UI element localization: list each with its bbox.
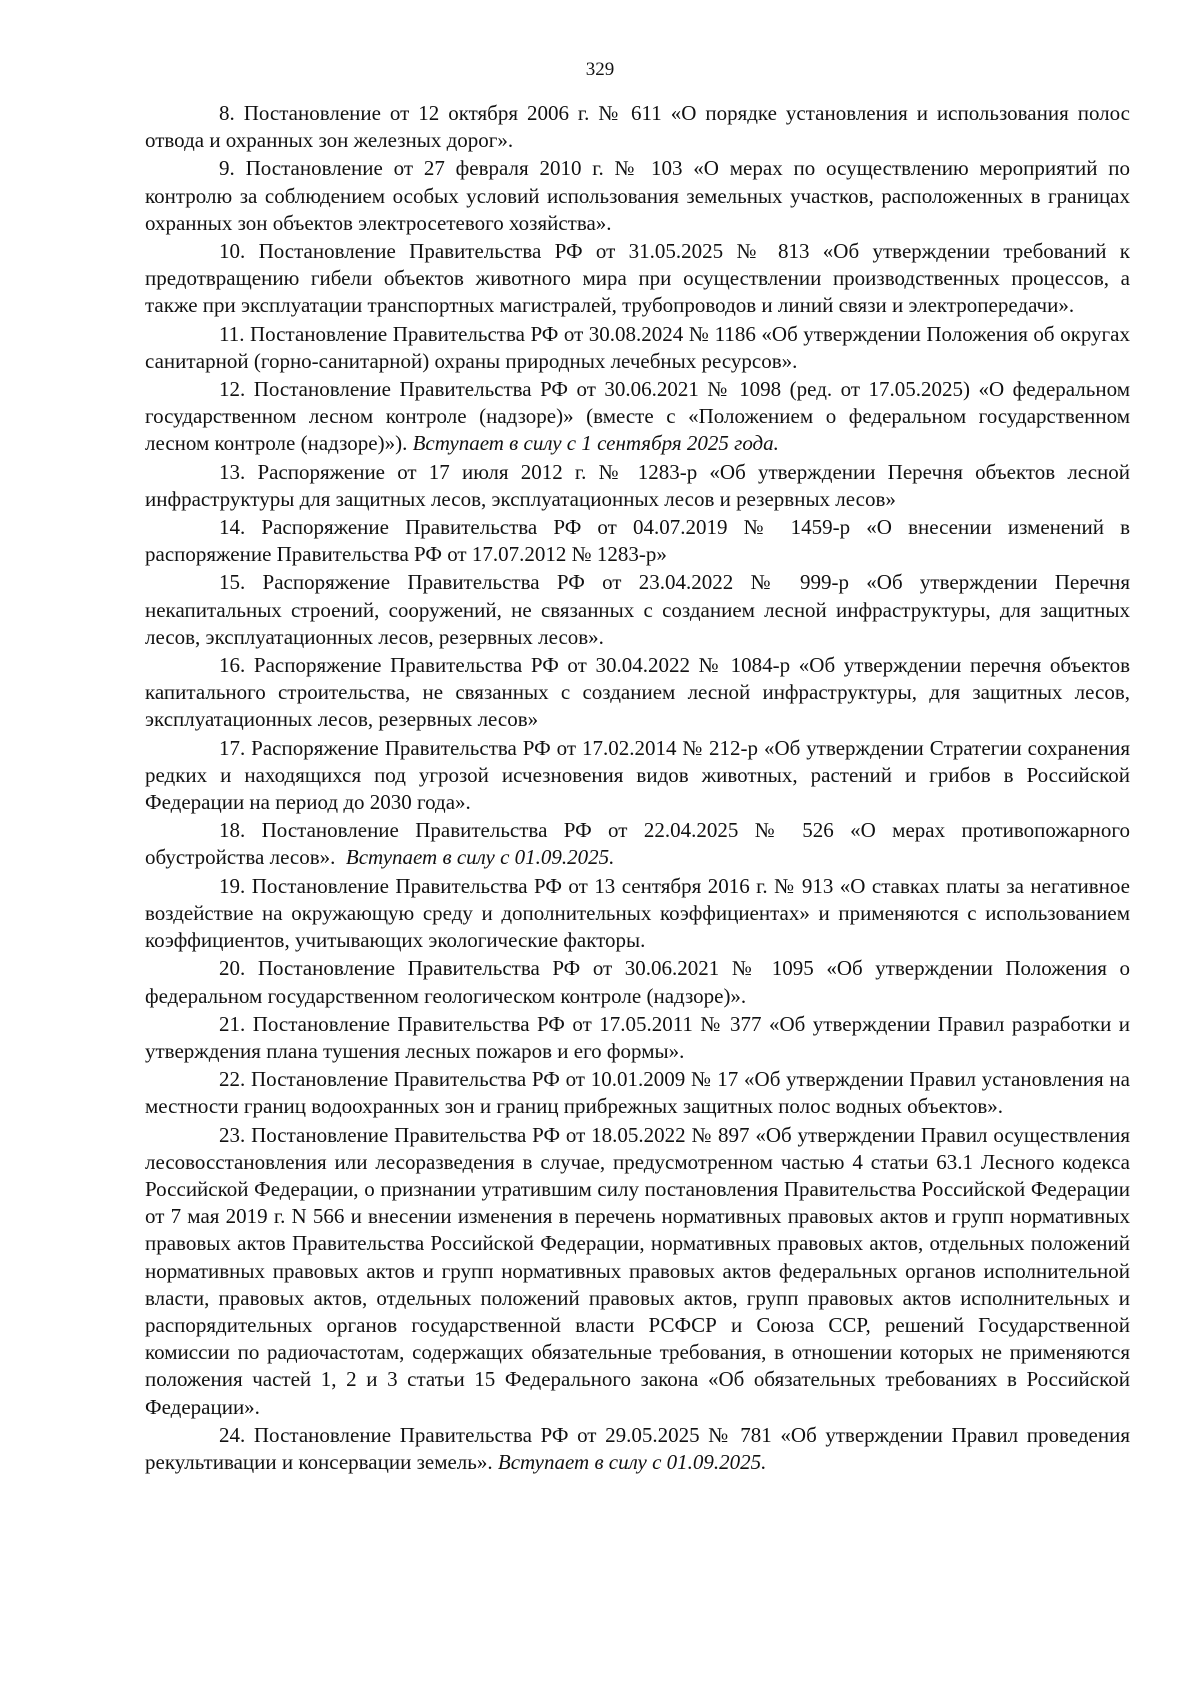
list-item (145, 735, 1130, 817)
list-item (145, 1422, 1130, 1476)
list-item (145, 1066, 1130, 1120)
list-item (145, 1011, 1130, 1065)
item-text: 19. Постановление Правительства РФ от 13 сентября 2016 г. № 913 «О ставках платы за негативное воздействие на окружающую среду и дополнительных коэффициентах» и применяются с использованием коэффициентов, учитывающих экологические факторы. (145, 873, 1130, 953)
item-text: 10. Постановление Правительства РФ от 31.05.2025 № 813 «Об утверждении требований к предотвращению гибели объектов животного мира при осуществлении производственных процессов, а также при эксплуатации транспортных магистралей, трубопроводов и линий связи и электропередачи». (145, 239, 1130, 318)
list-item (145, 376, 1130, 458)
list-item (145, 955, 1130, 1009)
item-text: 13. Распоряжение от 17 июля 2012 г. № 1283-р «Об утверждении Перечня объектов лесной инфраструктуры для защитных лесов, эксплуатационных лесов и резервных лесов» (145, 459, 1130, 511)
list-item (145, 459, 1130, 513)
effective-date-note: Вступает в силу с 01.09.2025. (345, 845, 615, 870)
item-text: 12. Постановление Правительства РФ от 30.06.2021 № 1098 (ред. от 17.05.2025) «О федеральном государственном лесном контроле (надзоре)» (вместе с «Положением о федеральном государственном лесном контроле (надзоре)»). (145, 377, 1130, 456)
item-text: 21. Постановление Правительства РФ от 17.05.2011 № 377 «Об утверждении Правил разработки и утверждения плана тушения лесных пожаров и его формы». (145, 1011, 1130, 1063)
item-text: 11. Постановление Правительства РФ от 30.08.2024 № 1186 «Об утверждении Положения об округах санитарной (горно-санитарной) охраны природных лечебных ресурсов». (145, 321, 1130, 373)
item-text: 15. Распоряжение Правительства РФ от 23.04.2022 № 999-р «Об утверждении Перечня некапитальных строений, сооружений, не связанных с созданием лесной инфраструктуры, для защитных лесов, эксплуатационных лесов, резервных лесов». (145, 570, 1130, 649)
item-text: 17. Распоряжение Правительства РФ от 17.02.2014 № 212-р «Об утверждении Стратегии сохранения редких и находящихся под угрозой исчезновения видов животных, растений и грибов в Российской Федерации на период до 2030 года». (145, 735, 1130, 815)
item-text: 8. Постановление от 12 октября 2006 г. № 611 «О порядке установления и использования полос отвода и охранных зон железных дорог». (145, 101, 1130, 153)
item-text: 14. Распоряжение Правительства РФ от 04.07.2019 № 1459-р «О внесении изменений в распоряжение Правительства РФ от 17.07.2012 № 1283-р» (145, 515, 1130, 567)
list-item (145, 100, 1130, 154)
effective-date-note: Вступает в силу с 01.09.2025. (497, 1449, 767, 1474)
list-item (145, 569, 1130, 651)
list-item (145, 321, 1130, 375)
list-item (145, 238, 1130, 320)
list-item (145, 873, 1130, 955)
list-item (145, 514, 1130, 568)
item-text: 22. Постановление Правительства РФ от 10.01.2009 № 17 «Об утверждении Правил установления на местности границ водоохранных зон и границ прибрежных защитных полос водных объектов». (145, 1067, 1130, 1119)
page-number: 329 (585, 59, 615, 80)
list-item (145, 155, 1130, 237)
item-text: 9. Постановление от 27 февраля 2010 г. № 103 «О мерах по осуществлению мероприятий по контролю за соблюдением особых условий использования земельных участков, расположенных в границах охранных зон объектов электросетевого хозяйства». (145, 156, 1130, 235)
item-text: 18. Постановление Правительства РФ от 22.04.2025 № 526 «О мерах противопожарного обустройства лесов». (145, 818, 1130, 870)
list-item (145, 817, 1130, 871)
item-text: 23. Постановление Правительства РФ от 18.05.2022 № 897 «Об утверждении Правил осуществления лесовосстановления или лесоразведения в случае, предусмотренном частью 4 статьи 63.1 Лесного кодекса Российской Федерации, о признании утратившим силу постановления Правительства Российской Федерации от 7 мая 2019 г. N 566 и внесении изменения в перечень нормативных правовых актов и групп нормативных правовых актов Правительства Российской Федерации, нормативных правовых актов, отдельных положений нормативных правовых актов и групп нормативных правовых актов федеральных органов исполнительной власти, правовых актов, отдельных положений правовых актов, групп правовых актов исполнительных и распорядительных органов государственной власти РСФСР и Союза ССР, решений Государственной комиссии по радиочастотам, содержащих обязательные требования, в отношении которых не применяются положения частей 1, 2 и 3 статьи 15 Федерального закона «Об обязательных требованиях в Российской Федерации». (145, 1122, 1130, 1419)
effective-date-note: Вступает в силу с 1 сентября 2025 года. (412, 431, 779, 456)
list-item (145, 1122, 1130, 1421)
document-body (145, 100, 1130, 1477)
item-text: 20. Постановление Правительства РФ от 30.06.2021 № 1095 «Об утверждении Положения о федеральном государственном геологическом контроле (надзоре)». (145, 956, 1130, 1008)
list-item (145, 652, 1130, 734)
item-text: 24. Постановление Правительства РФ от 29.05.2025 № 781 «Об утверждении Правил проведения рекультивации и консервации земель». (145, 1422, 1130, 1474)
item-text: 16. Распоряжение Правительства РФ от 30.04.2022 № 1084-р «Об утверждении перечня объектов капитального строительства, не связанных с созданием лесной инфраструктуры, для защитных лесов, эксплуатационных лесов, резервных лесов» (145, 653, 1130, 732)
